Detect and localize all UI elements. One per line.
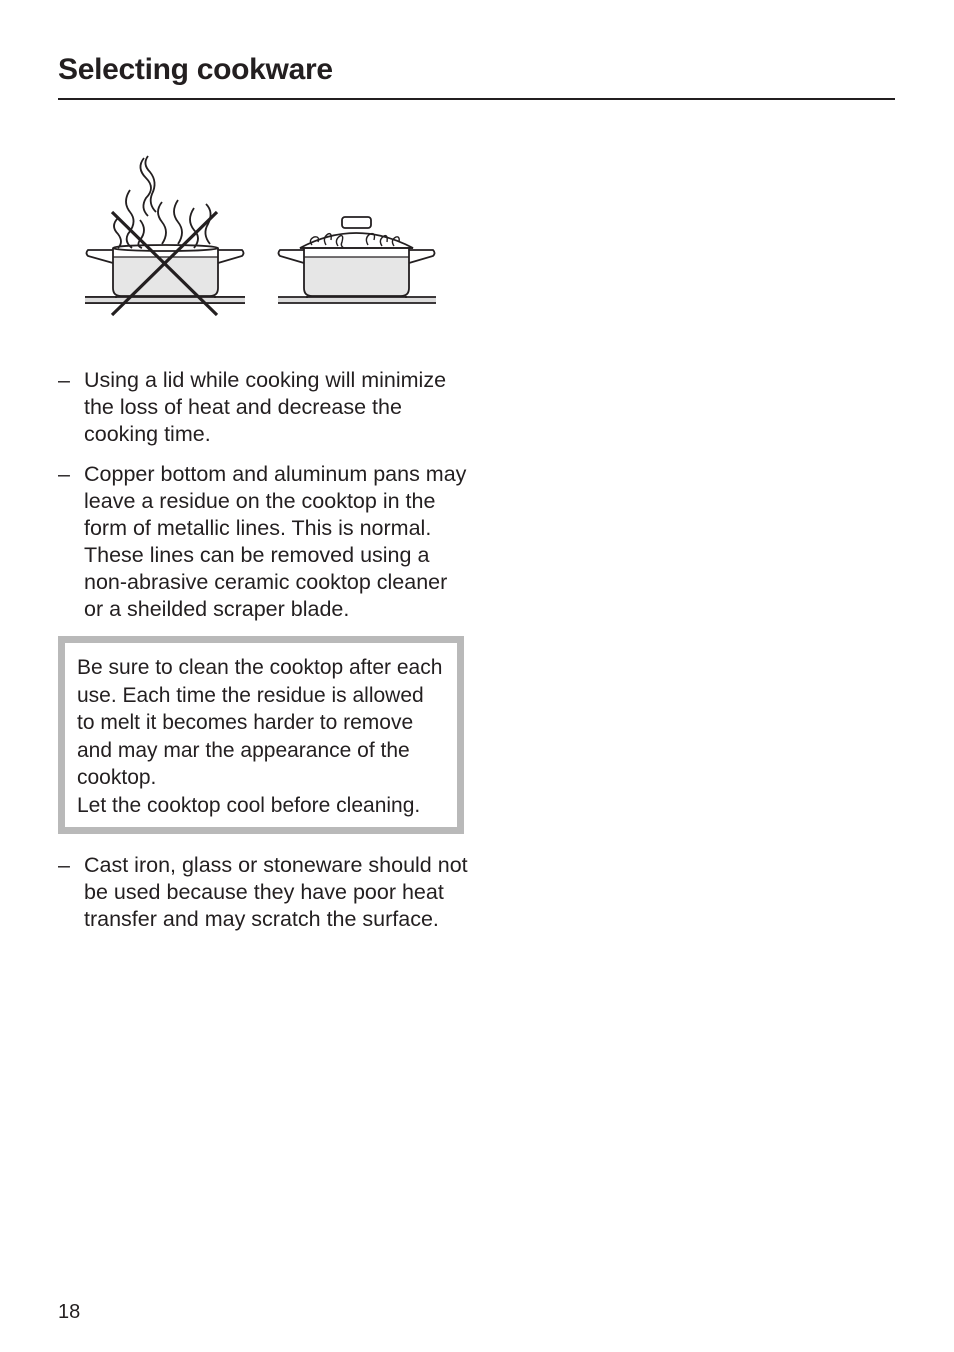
bullet-text: Using a lid while cooking will minimize the loss of heat and decrease the cooking time. (84, 368, 447, 446)
note-text-1: Be sure to clean the cooktop after each use. Each time the residue is allowed to melt it becomes harder to remove and may mar the appearance of the cooktop. (77, 656, 443, 789)
list-item (58, 367, 468, 448)
bullet-text: Copper bottom and aluminum pans may leave a residue on the cooktop in the form of metallic lines. This is normal. These lines can be removed using a non-abrasive ceramic cooktop cleaner or a sheilded scraper blade. (84, 462, 467, 621)
list-item (58, 461, 468, 623)
page-title: Selecting cookware (58, 53, 333, 86)
note-text-2: Let the cooktop cool before cleaning. (77, 793, 421, 817)
pot-without-lid-crossed-out-icon (85, 156, 245, 315)
cleaning-note-box (58, 636, 464, 834)
bullet-list-bottom (58, 852, 468, 933)
cookware-illustration (82, 150, 442, 320)
pot-with-lid-icon (278, 217, 436, 303)
bullet-dash: – (58, 853, 70, 877)
list-item (58, 852, 468, 933)
page-number: 18 (58, 1301, 81, 1323)
text-column (58, 367, 468, 946)
bullet-dash: – (58, 462, 70, 486)
title-rule (58, 98, 895, 100)
bullet-list-top (58, 367, 468, 623)
bullet-dash: – (58, 368, 70, 392)
bullet-text: Cast iron, glass or stoneware should not be used because they have poor heat transfer and may scratch the surface. (84, 853, 468, 931)
